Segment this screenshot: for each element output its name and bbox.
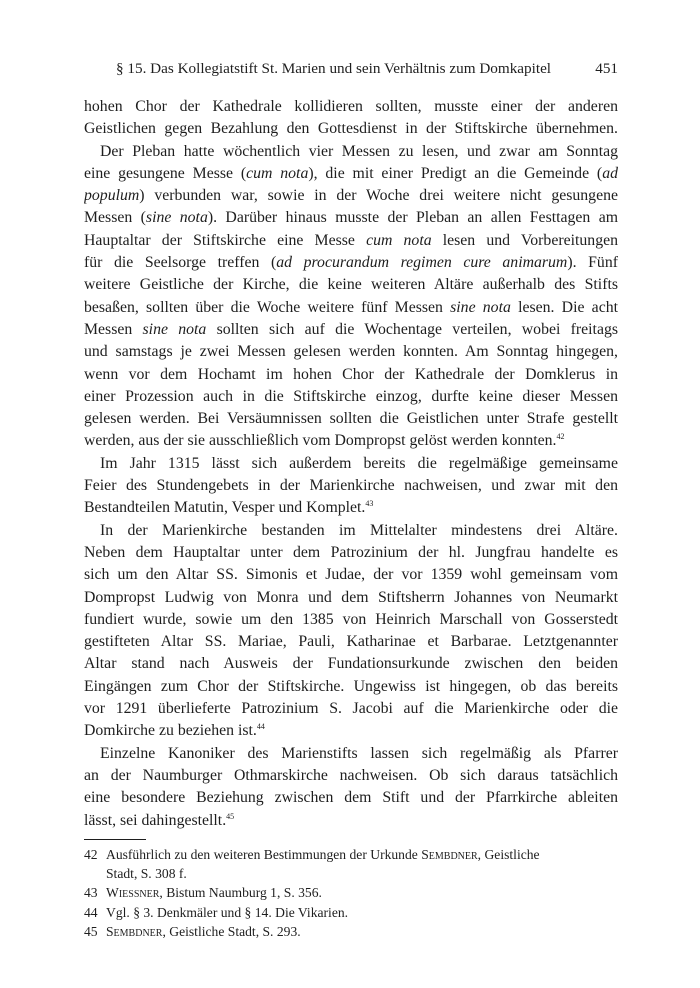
footnote-divider — [84, 839, 146, 840]
text-line: sich um den Altar SS. Simonis et Judae, der vor 1359 wohl gemeinsam vom — [84, 566, 618, 584]
text-line: Bestandteilen Matutin, Vesper und Komplet.$^{43}$ — [84, 499, 374, 517]
paragraph-start: Im Jahr 1315 lässt sich außerdem bereits die regelmäßige gemeinsame — [100, 454, 618, 472]
footnote: 45 Sembdner, Geistliche Stadt, S. 293. — [84, 923, 301, 939]
text-line: Eingängen zum Chor der Stiftskirche. Ungewiss ist hingegen, ob das bereits — [84, 677, 618, 695]
text-line: fundiert wurde, sowie um den 1385 von Heinrich Marschall von Gosserstedt — [84, 610, 618, 628]
page-number: 451 — [595, 60, 618, 77]
running-header — [84, 52, 618, 76]
text-line: Messen sine nota sollten sich auf die Wochentage verteilen, wobei freitags — [84, 320, 618, 338]
footnote: 44 Vgl. § 3. Denkmäler und § 14. Die Vikarien. — [84, 904, 349, 920]
text-line: gestifteten Altar SS. Mariae, Pauli, Katharinae et Barbarae. Letztgenannter — [84, 633, 618, 651]
text-line: Dompropst Ludwig von Monra und dem Stiftsherrn Johannes von Neumarkt — [84, 588, 618, 606]
text-line: vor 1291 überlieferte Patrozinium S. Jacobi auf die Marienkirche oder die — [84, 700, 618, 718]
paragraph-start: In der Marienkirche bestanden im Mittelalter mindestens drei Altäre. — [100, 521, 618, 539]
paragraph-start: Einzelne Kanoniker des Marienstifts lassen sich regelmäßig als Pfarrer — [100, 744, 618, 762]
body-text — [84, 96, 618, 832]
text-line: und samstags je zwei Messen gelesen werden konnten. Am Sonntag hingegen, — [84, 343, 618, 361]
text-line: für die Seelsorge treffen (ad procurandum regimen cure animarum). Fünf — [84, 254, 618, 272]
text-line: weitere Geistliche der Kirche, die keine weiteren Altäre außerhalb des Stifts — [84, 276, 618, 294]
paragraph-start: Der Pleban hatte wöchentlich vier Messen zu lesen, und zwar am Sonntag — [100, 142, 618, 160]
text-line: eine gesungene Messe (cum nota), die mit einer Predigt an die Gemeinde (ad — [84, 164, 618, 182]
text-line: Domkirche zu beziehen ist.$^{44}$ — [84, 722, 265, 740]
text-line: Hauptaltar der Stiftskirche eine Messe cum nota lesen und Vorbereitungen — [84, 231, 618, 249]
text-line: Messen (sine nota). Darüber hinaus musste der Pleban an allen Festtagen am — [84, 209, 618, 227]
text-line: hohen Chor der Kathedrale kollidieren sollten, musste einer der anderen — [84, 98, 618, 115]
footnote: 43 Wiessner, Bistum Naumburg 1, S. 356. — [84, 885, 322, 901]
footnote-ref: 44 — [256, 722, 265, 732]
footnote: 42 Ausführlich zu den weiteren Bestimmungen der Urkunde Sembdner, Geistliche Stadt, S. 308 f. — [84, 846, 540, 882]
text-line: populum) verbunden war, sowie in der Woche drei weitere nicht gesungene — [84, 187, 618, 205]
running-header-title: § 15. Das Kollegiatstift St. Marien und sein Verhältnis zum Domkapitel — [116, 60, 552, 77]
footnote-ref: 43 — [365, 499, 374, 509]
text-line: Altar stand nach Ausweis der Fundationsurkunde zwischen den beiden — [84, 655, 618, 673]
text-line: Neben dem Hauptaltar unter dem Patrozinium der hl. Jungfrau handelte es — [84, 543, 618, 561]
footnotes — [84, 845, 618, 941]
page — [84, 52, 618, 941]
text-line: Feier des Stundengebets in der Marienkirche nachweisen, und zwar mit den — [84, 477, 618, 495]
text-line: werden, aus der sie ausschließlich vom Dompropst gelöst werden konnten.$^{42}$ — [84, 432, 565, 450]
text-line: lässt, sei dahingestellt.$^{45}$ — [84, 811, 235, 829]
text-line: besaßen, sollten über die Woche weitere fünf Messen sine nota lesen. Die acht — [84, 298, 618, 316]
text-line: Geistlichen gegen Bezahlung den Gottesdienst in der Stiftskirche übernehmen. — [84, 120, 618, 138]
footnote-ref: 45 — [226, 811, 235, 821]
text-line: einer Prozession auch in die Stiftskirche einzog, durfte keine dieser Messen — [84, 387, 618, 405]
text-line: gelesen werden. Bei Versäumnissen sollten die Geistlichen unter Strafe gestellt — [84, 410, 618, 428]
text-line: eine besondere Beziehung zwischen dem Stift und der Pfarrkirche ableiten — [84, 789, 618, 807]
text-line: an der Naumburger Othmarskirche nachweisen. Ob sich daraus tatsächlich — [84, 766, 618, 784]
text-line: wenn vor dem Hochamt im hohen Chor der Kathedrale der Domklerus in — [84, 365, 618, 383]
footnote-ref: 42 — [556, 432, 565, 442]
